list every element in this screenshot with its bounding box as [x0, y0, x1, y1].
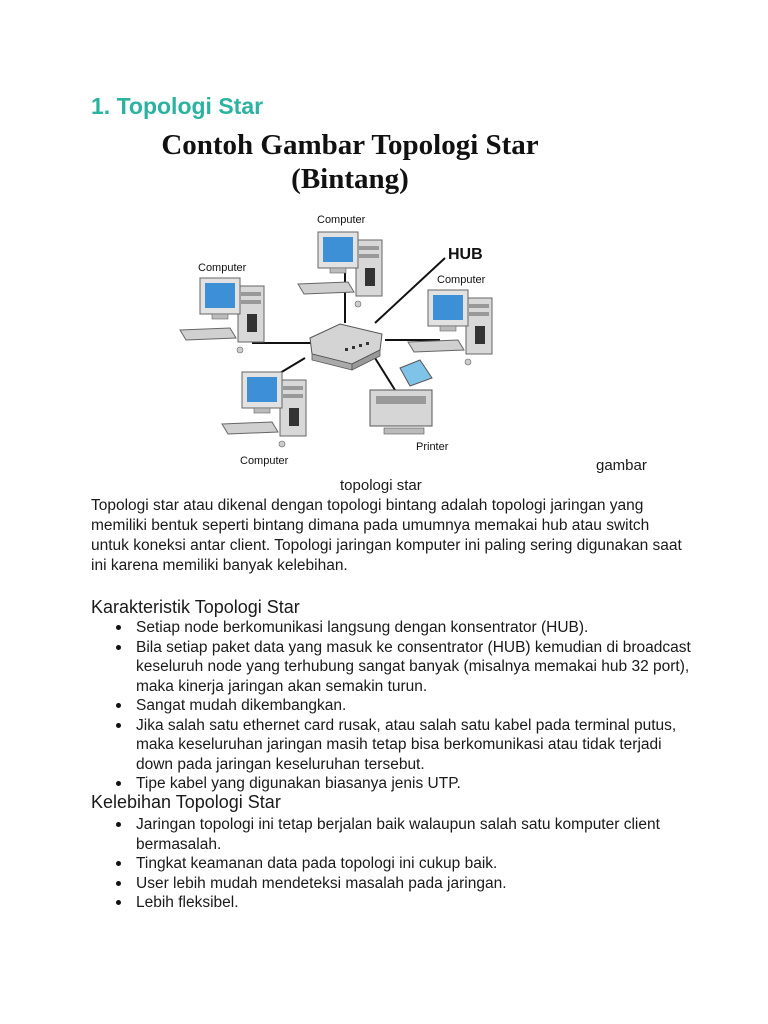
list-item: Tipe kabel yang digunakan biasanya jenis UTP.: [91, 774, 691, 794]
label-computer-top: Computer: [317, 214, 366, 226]
hub-device: [310, 324, 382, 370]
bullet-icon: [116, 625, 121, 630]
section-title-kelebihan: Kelebihan Topologi Star: [91, 792, 281, 812]
computer-left: [180, 278, 264, 353]
list-item: Jika salah satu ethernet card rusak, atau salah satu kabel pada terminal putus, maka keseluruhan jaringan masih tetap bisa berkomunikasi atau tidak terjadi down pada jaringan keseluruhan tersebut.: [91, 716, 691, 775]
bullet-icon: [116, 881, 121, 886]
karakteristik-list: [91, 618, 691, 794]
computer-top: [298, 232, 382, 307]
label-printer: Printer: [416, 441, 449, 453]
computer-bottom: [222, 372, 306, 447]
list-item: Bila setiap paket data yang masuk ke consentrator (HUB) kemudian di broadcast keseluruh node yang terhubung sangat banyak (misalnya memakai hub 32 port), maka kinerja jaringan akan semakin turun.: [91, 638, 691, 697]
bullet-icon: [116, 645, 121, 650]
list-item: User lebih mudah mendeteksi masalah pada jaringan.: [91, 874, 691, 894]
figure-title-line2: (Bintang): [291, 163, 409, 195]
label-computer-left: Computer: [198, 262, 247, 274]
list-item: Sangat mudah dikembangkan.: [91, 696, 691, 716]
figure-title: [140, 128, 560, 196]
label-hub: HUB: [448, 246, 483, 263]
printer-device: [370, 360, 432, 434]
list-item: Lebih fleksibel.: [91, 893, 691, 913]
figure-caption-line1: gambar: [596, 457, 647, 474]
bullet-icon: [116, 703, 121, 708]
list-item: Jaringan topologi ini tetap berjalan baik walaupun salah satu komputer client bermasalah.: [91, 815, 691, 854]
bullet-icon: [116, 781, 121, 786]
intro-paragraph: Topologi star atau dikenal dengan topologi bintang adalah topologi jaringan yang memiliki bentuk seperti bintang dimana pada umumnya memakai hub atau switch untuk koneksi antar client. Topologi jaringan komputer ini paling sering digunakan saat ini karena memiliki banyak kelebihan.: [91, 497, 682, 574]
bullet-icon: [116, 900, 121, 905]
label-computer-bottom: Computer: [240, 455, 289, 467]
figure-caption-line2: topologi star: [340, 477, 422, 494]
label-computer-right: Computer: [437, 274, 486, 286]
bullet-icon: [116, 822, 121, 827]
star-topology-figure: [140, 128, 570, 473]
computer-right: [408, 290, 492, 365]
page-heading: 1. Topologi Star: [91, 93, 264, 119]
bullet-icon: [116, 723, 121, 728]
list-item: Tingkat keamanan data pada topologi ini cukup baik.: [91, 854, 691, 874]
kelebihan-list: [91, 815, 691, 913]
list-item: Setiap node berkomunikasi langsung dengan konsentrator (HUB).: [91, 618, 691, 638]
section-title-karakteristik: Karakteristik Topologi Star: [91, 597, 300, 617]
figure-title-line1: Contoh Gambar Topologi Star: [161, 129, 539, 161]
bullet-icon: [116, 861, 121, 866]
